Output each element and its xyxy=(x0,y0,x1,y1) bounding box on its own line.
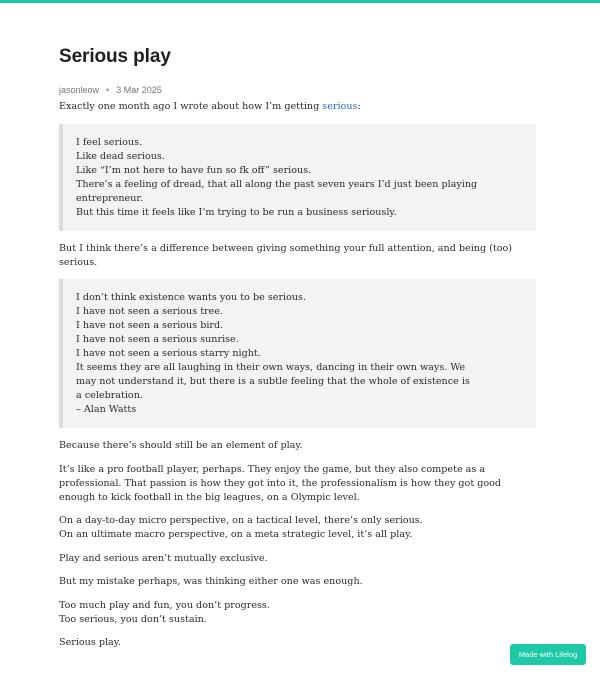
quote-line: It seems they are all laughing in their own ways, dancing in their own ways. We may not understand it, but there is a subtle feeling that the whole of existence is a celebration. xyxy=(76,362,470,401)
quote-line: I feel serious. xyxy=(76,136,143,148)
post-date: 3 Mar 2025 xyxy=(116,85,162,95)
paragraph: But my mistake perhaps, was thinking either one was enough. xyxy=(59,576,363,587)
page-title: Serious play xyxy=(59,46,171,67)
article xyxy=(59,44,536,660)
blockquote-alan-watts xyxy=(59,279,536,428)
quote-line: I have not seen a serious sunrise. xyxy=(76,334,239,345)
paragraph: Because there’s should still be an element of play. xyxy=(59,440,303,451)
blockquote-serious xyxy=(59,124,536,231)
serious-link[interactable]: serious xyxy=(322,101,358,112)
intro-text: Exactly one month ago I wrote about how I’m getting xyxy=(59,101,323,112)
quote-line: I have not seen a serious tree. xyxy=(76,306,224,317)
quote-attribution: – Alan Watts xyxy=(76,404,137,415)
quote-line: I don’t think existence wants you to be serious. xyxy=(76,292,307,303)
paragraph: It’s like a pro football player, perhaps. They enjoy the game, but they also compete as a professional. That passion is how they got into it, the professionalism is how they got good enough to kick football in the big leagues, on a Olympic level. xyxy=(59,463,502,503)
quote-line: Like “I’m not here to have fun so fk off” serious. xyxy=(76,164,312,176)
paragraph-line: Too serious, you don’t sustain. xyxy=(59,613,207,625)
meta-separator: • xyxy=(106,85,110,95)
quote-line: I have not seen a serious bird. xyxy=(76,320,224,331)
paragraph xyxy=(59,599,536,627)
paragraph-line: On a day-to-day micro perspective, on a tactical level, there’s only serious. xyxy=(59,515,423,526)
author-name: jasonleow xyxy=(59,85,100,95)
quote-line: There’s a feeling of dread, that all along the past seven years I’d just been playing entrepreneur. xyxy=(76,178,478,204)
quote-line: I have not seen a serious starry night. xyxy=(76,348,261,359)
paragraph: But I think there’s a difference between giving something your full attention, and being (too) serious. xyxy=(59,242,513,268)
intro-paragraph xyxy=(59,100,536,114)
paragraph: Play and serious aren’t mutually exclusive. xyxy=(59,552,268,564)
closing-paragraph: Serious play. xyxy=(59,637,121,648)
paragraph xyxy=(59,514,536,542)
quote-line: But this time it feels like I’m trying to be run a business seriously. xyxy=(76,206,397,218)
intro-colon: : xyxy=(357,101,361,112)
paragraph-line: On an ultimate macro perspective, on a meta strategic level, it’s all play. xyxy=(59,529,413,540)
article-body xyxy=(59,100,536,650)
quote-line: Like dead serious. xyxy=(76,150,165,162)
post-meta xyxy=(59,84,536,96)
paragraph-line: Too much play and fun, you don’t progress. xyxy=(59,599,270,611)
top-accent-bar xyxy=(0,0,600,3)
made-with-lifelog-button[interactable]: Made with Lifelog xyxy=(510,644,586,665)
